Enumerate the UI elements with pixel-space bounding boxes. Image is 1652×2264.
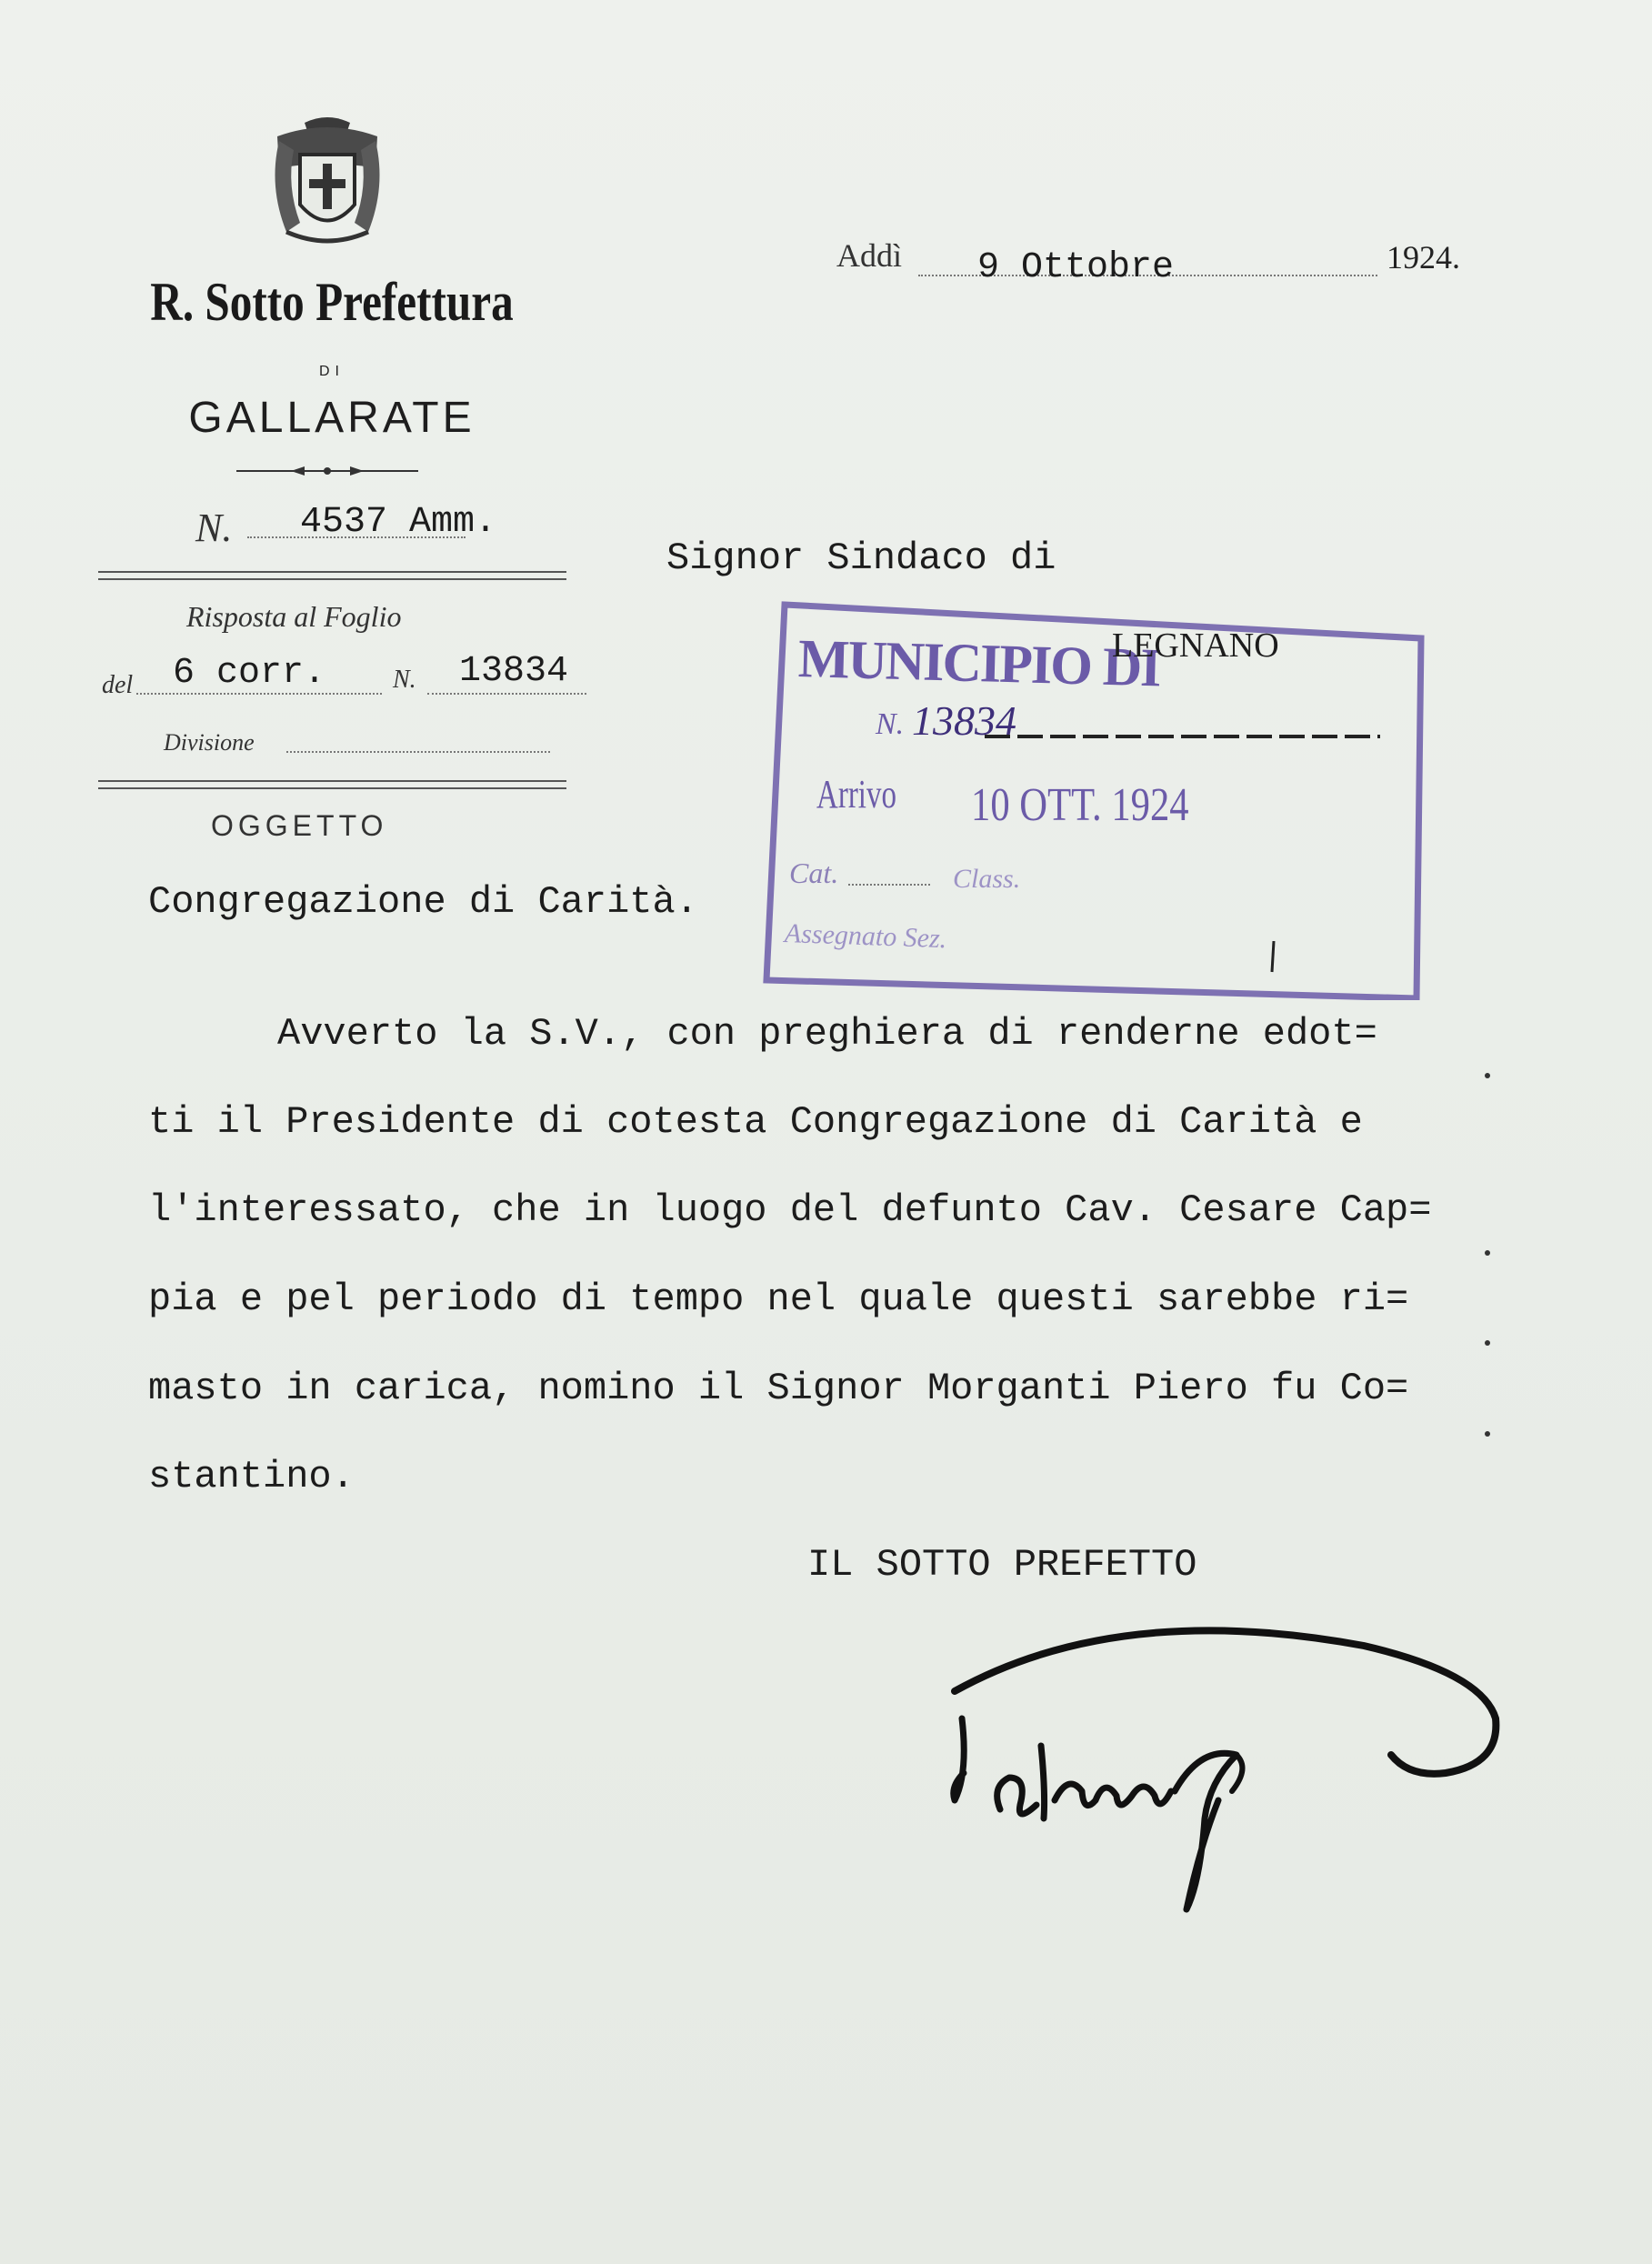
- stamp-number-label: N.: [876, 707, 905, 741]
- division-label: Divisione: [164, 729, 255, 756]
- coat-of-arms-icon: [268, 114, 386, 250]
- arrival-stamp: [762, 600, 1426, 1000]
- ornament-divider: [236, 464, 418, 478]
- office-city: GALLARATE: [188, 394, 476, 442]
- stamp-arrivo-date: 10 OTT. 1924: [971, 779, 1189, 831]
- body-line-2: ti il Presidente di cotesta Congregazione di Carità e: [148, 1100, 1363, 1144]
- stamp-town: LEGNANO: [1112, 626, 1279, 665]
- reply-label: Risposta al Foglio: [186, 600, 402, 633]
- body-line-4: pia e pel periodo di tempo nel quale questi sarebbe ri=: [148, 1277, 1409, 1321]
- rule-2: [98, 780, 566, 789]
- body-line-5: masto in carica, nomino il Signor Morganti Piero fu Co=: [148, 1367, 1409, 1410]
- office-name: R. Sotto Prefettura: [150, 272, 514, 332]
- stamp-class-label: Class.: [953, 864, 1021, 894]
- n-dots: [427, 693, 586, 695]
- body-line-1: Avverto la S.V., con preghiera di renderne edot=: [277, 1012, 1377, 1056]
- n-value: 13834: [459, 651, 569, 692]
- body-line-6: stantino.: [148, 1455, 355, 1498]
- signoff: IL SOTTO PREFETTO: [807, 1543, 1197, 1587]
- office-di: DI: [319, 364, 345, 379]
- stamp-arrivo-label: Arrivo: [816, 772, 896, 816]
- paper-specks: [1482, 1068, 1493, 1450]
- date-year: 1924.: [1387, 239, 1460, 275]
- protocol-value: 4537 Amm.: [300, 502, 497, 543]
- del-value: 6 corr.: [173, 653, 326, 694]
- n-label: N.: [393, 666, 416, 694]
- subject-text: Congregazione di Carità.: [148, 880, 698, 924]
- del-label: del: [102, 671, 134, 699]
- recipient: Signor Sindaco di: [666, 536, 1056, 580]
- stamp-tick-mark: [1269, 941, 1278, 973]
- protocol-label: N.: [195, 506, 233, 550]
- date-value: 9 Ottobre: [977, 247, 1175, 288]
- handwritten-signature: [936, 1609, 1518, 1928]
- stamp-municipio: MUNICIPIO DI: [797, 628, 1161, 698]
- stamp-cat-label: Cat.: [789, 857, 839, 889]
- subject-label: OGGETTO: [211, 809, 388, 842]
- division-dots: [286, 751, 550, 753]
- stamp-assegnato-label: Assegnato Sez.: [784, 918, 947, 955]
- addi-label: Addì: [836, 237, 902, 274]
- stamp-cat-dots: [848, 884, 930, 886]
- body-line-3: l'interessato, che in luogo del defunto Cav. Cesare Cap=: [148, 1188, 1432, 1232]
- stamp-number: 13834: [912, 697, 1016, 744]
- rule-1: [98, 571, 566, 580]
